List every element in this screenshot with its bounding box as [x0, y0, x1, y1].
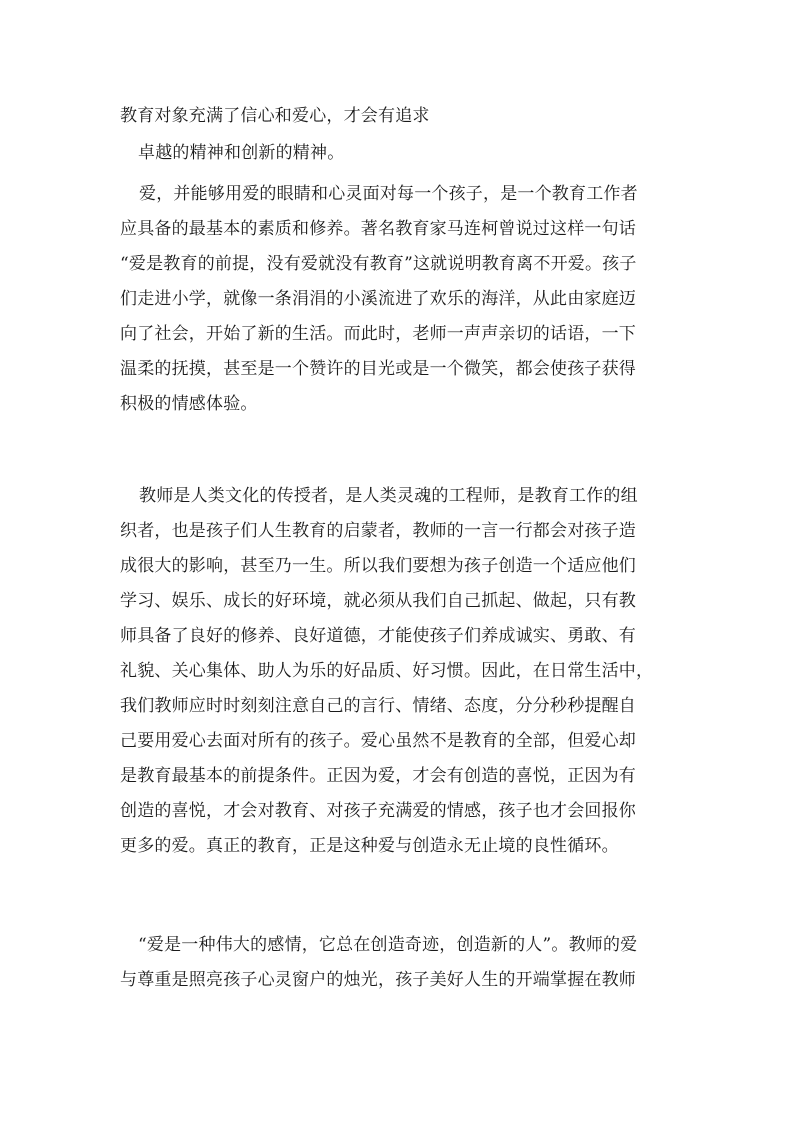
paragraph — [120, 177, 676, 422]
paragraph — [120, 928, 676, 998]
text-line: 学习、娱乐、成长的好环境，就必须从我们自己抓起、做起，只有教 — [120, 591, 636, 611]
text-line: 织者，也是孩子们人生教育的启蒙者，教师的一言一行都会对孩子造 — [120, 521, 636, 541]
paragraph — [120, 479, 676, 864]
text-line: 积极的情感体验。 — [120, 394, 258, 414]
text-line: 更多的爱。真正的教育，正是这种爱与创造永无止境的良性循环。 — [120, 836, 619, 856]
text-line: 温柔的抚摸，甚至是一个赞许的目光或是一个微笑，都会使孩子获得 — [120, 359, 636, 379]
text-line: 我们教师应时时刻刻注意自己的言行、情绪、态度，分分秒秒提醒自 — [120, 696, 636, 716]
text-line: 是教育最基本的前提条件。正因为爱，才会有创造的喜悦，正因为有 — [120, 766, 636, 786]
text-line: 创造的喜悦，才会对教育、对孩子充满爱的情感，孩子也才会回报你 — [120, 801, 636, 821]
paragraph — [120, 99, 676, 134]
text-line: 礼貌、关心集体、助人为乐的好品质、好习惯。因此，在日常生活中， — [120, 661, 654, 681]
text-line: 卓越的精神和创新的精神。 — [138, 143, 345, 163]
text-line: “爱是教育的前提，没有爱就没有教育”这就说明教育离不开爱。孩子 — [120, 254, 637, 274]
text-line: 应具备的最基本的素质和修养。著名教育家马连柯曾说过这样一句话 — [120, 219, 636, 239]
text-line: 与尊重是照亮孩子心灵窗户的烛光，孩子美好人生的开端掌握在教师 — [120, 970, 636, 990]
text-line: 们走进小学，就像一条涓涓的小溪流进了欢乐的海洋，从此由家庭迈 — [120, 289, 636, 309]
text-line: 成很大的影响，甚至乃一生。所以我们要想为孩子创造一个适应他们 — [120, 556, 636, 576]
paragraph — [120, 136, 676, 171]
text-line: 师具备了良好的修养、良好道德，才能使孩子们养成诚实、勇敢、有 — [120, 626, 636, 646]
text-line: 爱，并能够用爱的眼睛和心灵面对每一个孩子，是一个教育工作者 — [139, 184, 638, 204]
text-line: 教师是人类文化的传授者，是人类灵魂的工程师，是教育工作的组 — [139, 486, 638, 506]
text-line: 向了社会，开始了新的生活。而此时，老师一声声亲切的话语，一下 — [120, 324, 636, 344]
text-line: 教育对象充满了信心和爱心，才会有追求 — [120, 106, 430, 126]
text-line: “爱是一种伟大的感情，它总在创造奇迹，创造新的人”。教师的爱 — [138, 935, 638, 955]
text-line: 己要用爱心去面对所有的孩子。爱心虽然不是教育的全部，但爱心却 — [120, 731, 636, 751]
